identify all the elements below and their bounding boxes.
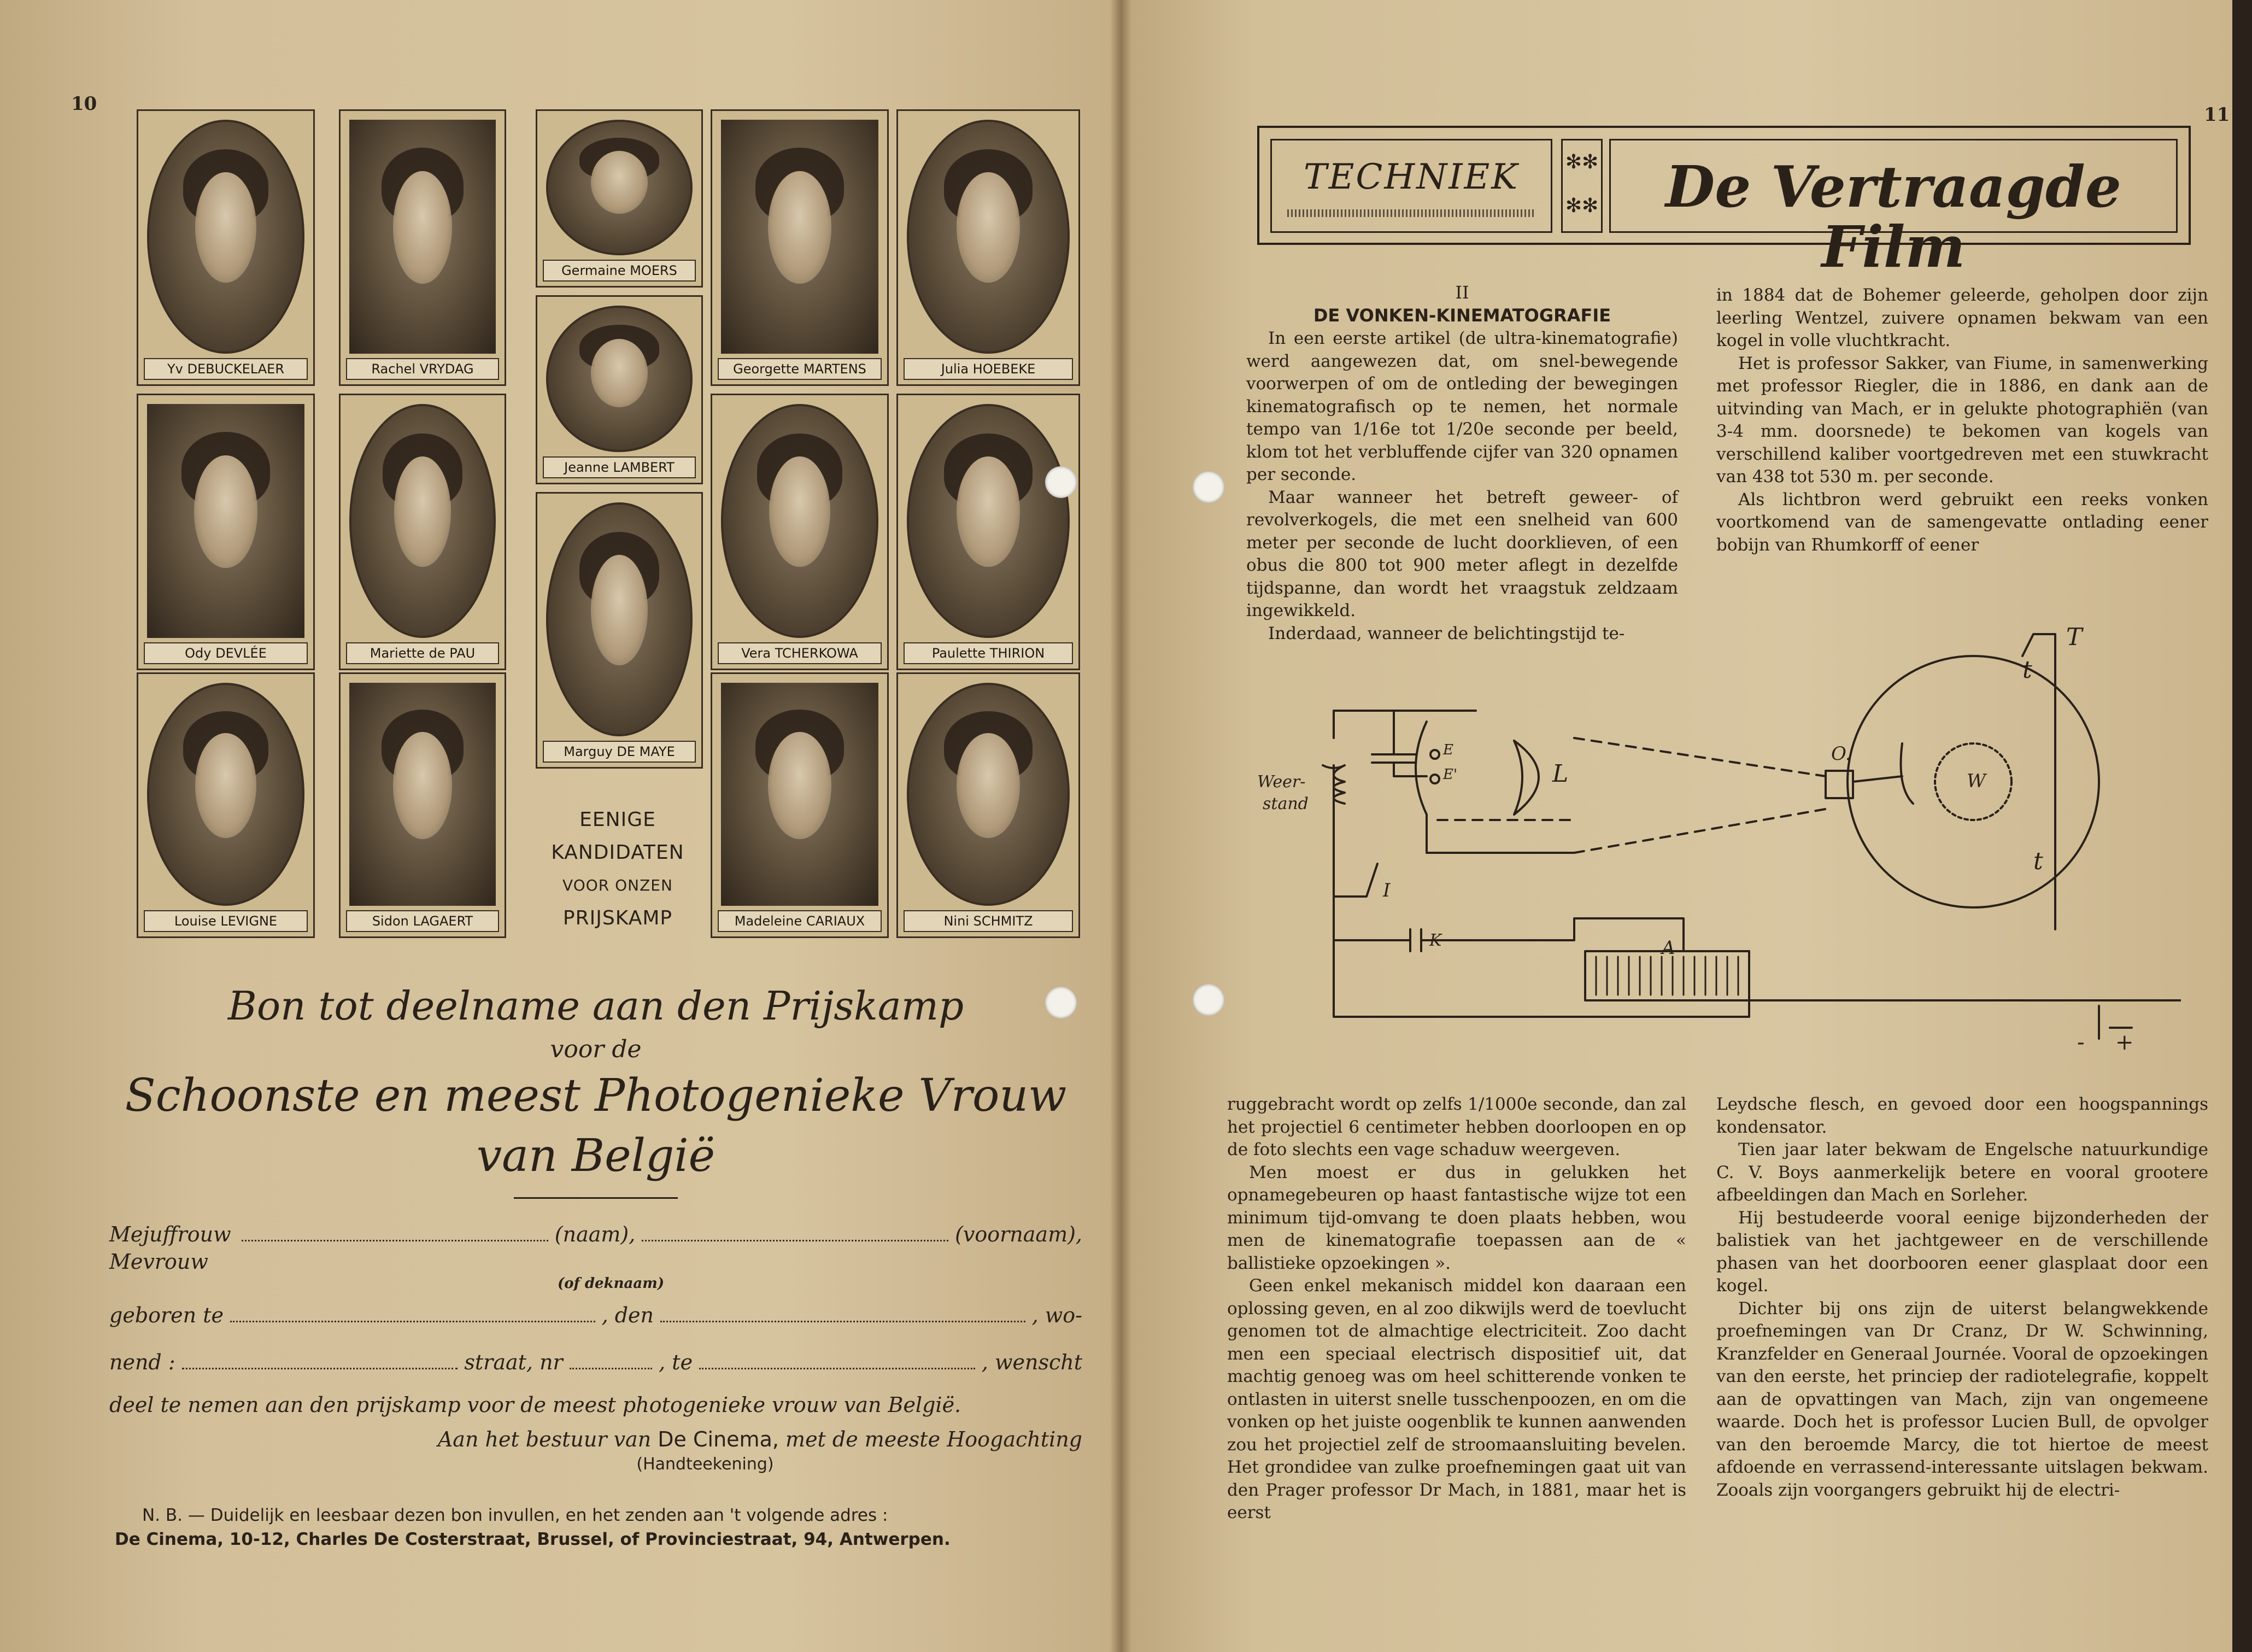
title-box <box>1609 139 2178 280</box>
portrait-photo <box>349 404 496 638</box>
paragraph: Tien jaar later bekwam de Engelsche natuurkundige C. V. Boys aanmerkelijk betere en vooral grootere afbeeldingen dan Mach en Sorleher. <box>1716 1140 2208 1205</box>
spine-gutter <box>1110 0 1131 1652</box>
candidate-name: Paulette THIRION <box>904 642 1073 664</box>
punch-hole <box>1193 471 1224 503</box>
den-label: , den <box>601 1303 654 1327</box>
city-field[interactable] <box>699 1351 975 1369</box>
switch-i <box>1334 864 1377 897</box>
axle <box>1853 776 1902 782</box>
naam-label: (naam), <box>554 1222 636 1246</box>
candidate-name: Louise LEVIGNE <box>144 910 308 932</box>
left-page <box>0 0 1121 1652</box>
electrode-e2 <box>1430 775 1439 783</box>
label-l: L <box>1552 760 1569 788</box>
candidate-name: Nini SCHMITZ <box>904 910 1073 932</box>
aan-prefix: Aan het bestuur van <box>437 1427 652 1451</box>
candidate-card <box>536 295 703 484</box>
portrait-photo <box>147 120 304 354</box>
label-t: t <box>2022 656 2032 684</box>
section-numeral: II <box>1455 282 1469 303</box>
label-weerstand-2: stand <box>1263 794 1309 813</box>
candidate-card <box>711 394 889 670</box>
nb-address: De Cinema, 10-12, Charles De Costerstraat, Brussel, of Provinciestraat, 94, Antwerpen. <box>115 1530 951 1549</box>
caption-line: VOOR ONZEN <box>562 876 673 894</box>
article-header <box>1257 126 2191 280</box>
birth-line <box>109 1292 1082 1339</box>
label-weerstand-1: Weer- <box>1257 772 1306 792</box>
candidate-card <box>536 109 703 288</box>
candidate-name: Madeleine CARIAUX <box>718 910 882 932</box>
text-column-1-bottom <box>1227 1093 1686 1525</box>
candidate-card <box>536 492 703 769</box>
portrait-photo <box>349 683 496 906</box>
street-field[interactable] <box>182 1351 458 1369</box>
wenscht-label: , wenscht <box>981 1350 1082 1374</box>
ornament-glyph: ✻✻ <box>1565 195 1599 217</box>
portrait-photo <box>721 683 878 906</box>
candidate-card <box>896 109 1080 386</box>
candidate-name: Mariette de PAU <box>346 642 499 664</box>
nb-line: N. B. — Duidelijk en leesbaar dezen bon invullen, en het zenden aan 't volgende adres : <box>142 1505 888 1525</box>
paragraph: Leydsche flesch, en gevoed door een hoogspannings kondensator. <box>1716 1094 2208 1137</box>
caption-line: EENIGE <box>579 809 656 831</box>
address-line <box>109 1339 1082 1386</box>
text-column-2-bottom <box>1716 1093 2208 1502</box>
portrait-photo <box>907 404 1070 638</box>
caption-line: KANDIDATEN <box>551 841 684 864</box>
electrode-e <box>1430 750 1439 759</box>
candidate-card <box>339 109 506 386</box>
spark-mirror <box>1416 722 1427 815</box>
circuit-wire <box>1334 711 1476 738</box>
film-strip <box>1901 743 1914 804</box>
circuit-wire <box>1421 918 1749 951</box>
deknaam-note: (of deknaam) <box>558 1275 665 1292</box>
geboren-label: geboren te <box>109 1303 224 1327</box>
ornament <box>1561 139 1603 233</box>
label-a: A <box>1662 937 1675 959</box>
nb-note <box>115 1503 1088 1551</box>
candidate-name: Ody DEVLÉE <box>144 642 308 664</box>
mejuffrouw-label: Mejuffrouw <box>109 1222 231 1246</box>
candidate-card <box>137 109 315 386</box>
voornaam-label: (voornaam), <box>955 1222 1083 1246</box>
candidate-card <box>339 672 506 938</box>
portrait-photo <box>147 683 304 906</box>
circuit-wire <box>1334 804 1749 1017</box>
paragraph: Hij bestudeerde vooral eenige bijzonderheden der balistiek van het jachtgeweer en de verschillende phasen van het doorbooren eener glasplaat door een kogel. <box>1716 1208 2208 1296</box>
contact-k <box>1334 929 1421 951</box>
portrait-photo <box>721 120 878 354</box>
label-minus: - <box>2077 1030 2085 1055</box>
page-number: 10 <box>71 93 97 115</box>
name-line <box>109 1221 1082 1275</box>
label-w: W <box>1967 770 1986 792</box>
paragraph: Maar wanneer het betreft geweer- of revolverkogels, die met een snelheid van 600 meter per seconde de lucht doorklieven, of een obus die 800 tot 900 meter aflegt in dezelfde tijdspanne, dan wordt het vraagstuk zeldzaam ingewikkeld. <box>1246 487 1678 620</box>
mevrouw-label: Mevrouw <box>109 1250 208 1274</box>
candidate-card <box>896 672 1080 938</box>
caption-line: PRIJSKAMP <box>562 907 673 929</box>
coupon-title: Bon tot deelname aan den Prijskamp <box>227 983 964 1029</box>
coupon-subtitle: voor de <box>550 1035 642 1063</box>
label-e: E <box>1443 742 1453 758</box>
candidate-name: Vera TCHERKOWA <box>718 642 882 664</box>
aan-suffix: met de meeste Hoogachting <box>785 1427 1082 1451</box>
nend-label: nend : <box>109 1350 175 1374</box>
lens <box>1514 741 1539 815</box>
paragraph: Men moest er dus in gelukken het opnamegebeuren op haast fantastische wijze tot een minimum tijd-omvang te doen plaats hebben, wou men de kinematografie toepassen aan de « ballistieke opzoekingen ». <box>1227 1162 1686 1273</box>
wo-label: , wo- <box>1031 1303 1082 1327</box>
paragraph: Als lichtbron werd gebruikt een reeks vonken voortkomend van de samengevatte ontlading eener bobijn van Rhumkorff of eener <box>1716 489 2208 555</box>
te-label: , te <box>659 1350 693 1374</box>
coil-windings <box>1596 957 1738 995</box>
candidate-card <box>711 672 889 938</box>
magazine-name: De Cinema, <box>658 1427 779 1451</box>
number-field[interactable] <box>570 1351 652 1369</box>
addressee <box>109 1424 1082 1455</box>
punch-hole <box>1045 987 1077 1018</box>
candidate-name: Germaine MOERS <box>543 260 696 282</box>
candidate-name: Yv DEBUCKELAER <box>144 358 308 380</box>
section-label: TECHNIEK <box>1304 157 1519 197</box>
text-column-1-top <box>1246 282 1678 645</box>
text-column-2-top <box>1716 284 2208 556</box>
candidates-caption <box>541 804 694 935</box>
paragraph: ruggebracht wordt op zelfs 1/1000e seconde, dan zal het projectiel 6 centimeter hebben doorloopen en op de foto slechts een vage schaduw weergeven. <box>1227 1094 1686 1159</box>
candidate-card <box>339 394 506 670</box>
label-t2: t <box>2033 847 2043 875</box>
portrait-photo <box>721 404 878 638</box>
paragraph: Dichter bij ons zijn de uiterst belangwekkende proefnemingen van Dr Cranz, Dr W. Schwinning, Kranzfelder en Generaal Journée. Vooral de opzoekingen van den eerste, het princiep der radiotelegrafie, koppelt aan de opvattingen van Mach, zijn van ongemeene waarde. Doch het is professor Lucien Bull, de opvolger van den beroemde Marcy, die tot hiertoe de meest afdoende en verrassend-interessante uitslagen bekwam. Zooals zijn voorgangers gebruikt hij de electri- <box>1716 1298 2208 1500</box>
label-plus: + <box>2115 1030 2134 1055</box>
punch-hole <box>1045 466 1077 498</box>
section-heading: DE VONKEN-KINEMATOGRAFIE <box>1313 305 1611 326</box>
portrait-photo <box>907 683 1070 906</box>
candidate-card <box>711 109 889 386</box>
candidate-card <box>896 394 1080 670</box>
light-beam <box>1574 738 1826 853</box>
candidate-card <box>137 672 315 938</box>
portrait-photo <box>546 120 693 255</box>
candidate-name: Julia HOEBEKE <box>904 358 1073 380</box>
portrait-photo <box>546 306 693 452</box>
coupon-heading: Schoonste en meest Photogenieke Vrouw van België <box>125 1070 1067 1182</box>
scan-edge <box>2232 0 2252 1652</box>
label-e2: E' <box>1443 766 1458 783</box>
paragraph: Inderdaad, wanneer de belichtingstijd te- <box>1268 623 1625 643</box>
first-name-field[interactable] <box>642 1223 948 1241</box>
article-title: De Vertraagde Film <box>1665 153 2121 280</box>
label-t-upper: T <box>2066 623 2083 651</box>
label-o: O. <box>1831 743 1851 765</box>
portrait-photo <box>907 120 1070 354</box>
straat-label: straat, nr <box>464 1350 563 1374</box>
section-box <box>1270 139 1552 233</box>
candidate-card <box>137 394 315 670</box>
candidate-name: Rachel VRYDAG <box>346 358 499 380</box>
page-number: 11 <box>2204 104 2230 126</box>
portrait-photo <box>349 120 496 354</box>
candidate-name: Jeanne LAMBERT <box>543 456 696 478</box>
coupon-form <box>109 1221 1082 1424</box>
entry-coupon <box>109 979 1082 1474</box>
birthdate-field[interactable] <box>660 1304 1025 1322</box>
signature-label: (Handteekening) <box>636 1455 774 1474</box>
paragraph: in 1884 dat de Bohemer geleerde, geholpen door zijn leerling Wentzel, zuivere opnamen bekwam van een kogel in volle vluchtkracht. <box>1716 285 2208 350</box>
deel-text: deel te nemen aan den prijskamp voor de meest photogenieke vrouw van België. <box>109 1393 961 1417</box>
ornament-glyph: ✻✻ <box>1565 151 1599 173</box>
candidate-name: Marguy DE MAYE <box>543 741 696 763</box>
birthplace-field[interactable] <box>230 1304 595 1322</box>
label-k: K <box>1429 931 1442 950</box>
label-i: I <box>1383 880 1391 901</box>
spark-circuit-diagram <box>1246 623 2181 1077</box>
portrait-photo <box>147 404 304 638</box>
paragraph: In een eerste artikel (de ultra-kinematografie) werd aangewezen dat, om snel-bewegende voorwerpen of om de ontleding der bewegingen kinematografisch op te nemen, het normale tempo van 1/16e tot 1/20e seconde per beeld, klom tot het verbluffende cijfer van 320 opnamen per seconde. <box>1246 329 1678 484</box>
name-field[interactable] <box>242 1223 548 1241</box>
portrait-photo <box>546 502 693 736</box>
paragraph: Het is professor Sakker, van Fiume, in samenwerking met professor Riegler, die in 1886, en dank aan de uitvinding van Mach, er in gelukte photographiën (van 3-4 mm. doorsnede) te bekomen van kogels van verschillend kaliber voortgedreven met een stuwkracht van 438 tot 530 m. per seconde. <box>1716 353 2208 487</box>
paragraph: Geen enkel mekanisch middel kon daaraan een oplossing geven, en al zoo dikwijls werd de toevlucht genomen tot de almachtige electriciteit. Zoo dacht men een speciaal electrisch dispositief uit, dat machtig genoeg was om heel schitterende vonken te ontlasten in uiterst snelle tusschenpoozen, en om die vonken op het juiste oogenblik te kunnen aanwenden zou het projectiel zelf de stroomaansluiting bevelen. Het grondidee van zulke proefnemingen gaat uit van den Prager professor Dr Mach, in 1881, maar het is eerst <box>1227 1276 1686 1522</box>
candidates-photo-grid <box>137 109 1088 935</box>
ornament-bar <box>1287 209 1535 217</box>
punch-hole <box>1193 984 1224 1016</box>
divider <box>514 1197 678 1199</box>
candidate-name: Sidon LAGAERT <box>346 910 499 932</box>
candidate-name: Georgette MARTENS <box>718 358 882 380</box>
